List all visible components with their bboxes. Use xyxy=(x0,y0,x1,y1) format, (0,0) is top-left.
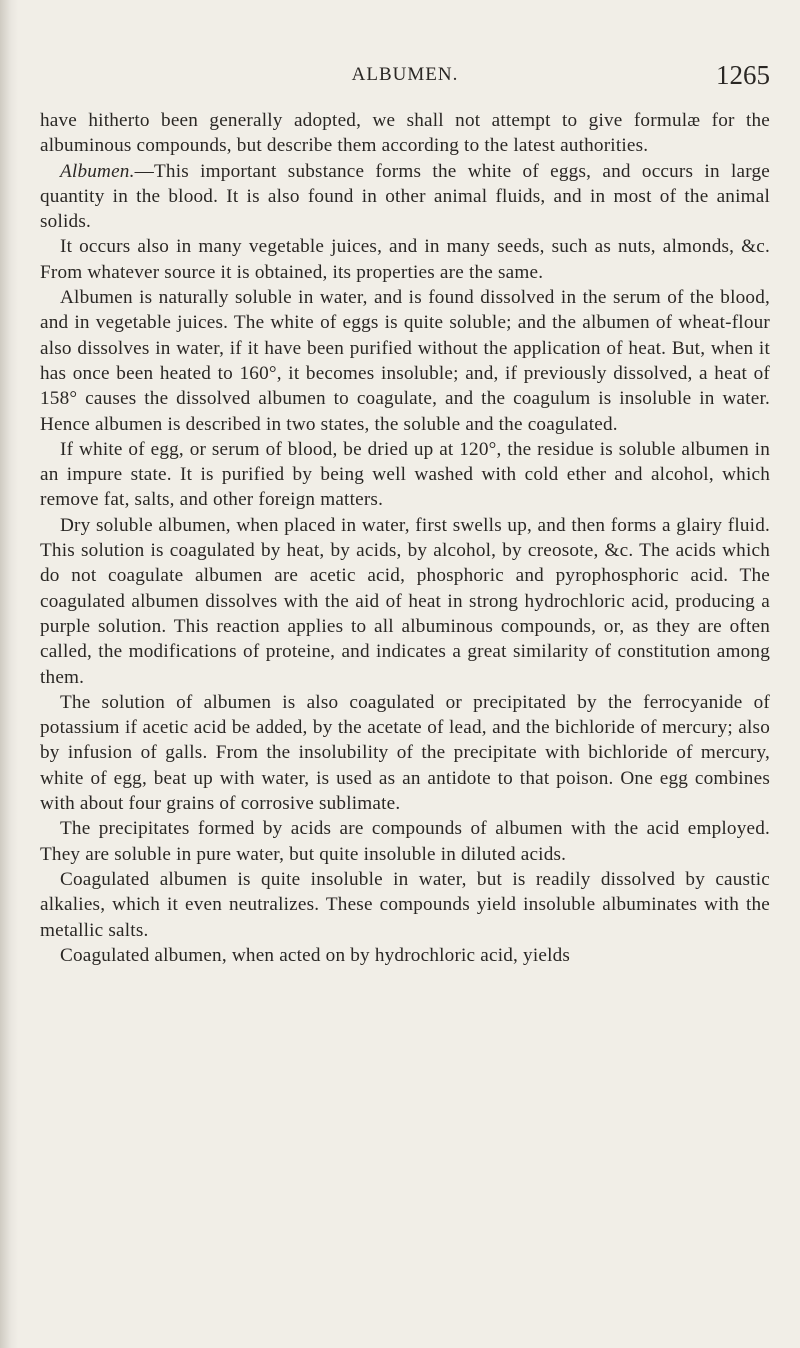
paragraph xyxy=(40,234,770,285)
page-number: 1265 xyxy=(716,60,770,90)
paragraph-text: Albumen is naturally soluble in water, and is found dissolved in the serum of the blood, and in vegetable juices. The white of eggs is quite soluble; and the albumen of wheat-flour also dissolves in water, if it have been purified without the application of heat. But, when it has once been heated to 160°, it becomes insoluble; and, if previously dissolved, a heat of 158° causes the dissolved albumen to coagulate, and the coagulum is insoluble in water. Hence albumen is described in two states, the soluble and the coagulated. xyxy=(40,287,770,435)
paragraph-text: —This important substance forms the white of eggs, and occurs in large quantity in the blood. It is also found in other animal fluids, and in most of the animal solids. xyxy=(40,160,770,233)
paragraph-text: Coagulated albumen is quite insoluble in water, but is readily dissolved by caustic alkalies, which it even neutralizes. These compounds yield insoluble albuminates with the metallic salts. xyxy=(40,868,770,941)
paragraph xyxy=(40,285,770,437)
paragraph xyxy=(40,513,770,690)
paragraph xyxy=(40,867,770,943)
body-text xyxy=(40,108,770,968)
paragraph xyxy=(40,816,770,867)
page-edge-shadow xyxy=(0,0,18,1348)
paragraph xyxy=(40,159,770,235)
paragraph-text: The solution of albumen is also coagulated or precipitated by the ferrocyanide of potassium if acetic acid be added, by the acetate of lead, and the bichloride of mercury; also by infusion of galls. From the insolubility of the precipitate with bichloride of mercury, white of egg, beat up with water, is used as an antidote to that poison. One egg combines with about four grains of corrosive sublimate. xyxy=(40,691,770,815)
section-heading: Albumen. xyxy=(60,160,135,182)
paragraph xyxy=(40,943,770,968)
paragraph-text: Dry soluble albumen, when placed in water, first swells up, and then forms a glairy fluid. This solution is coagulated by heat, by acids, by alcohol, by creosote, &c. The acids which do not coagulate albumen are acetic acid, phosphoric and pyrophosphoric acid. The coagulated albumen dissolves with the aid of heat in strong hydrochloric acid, producing a purple solution. This reaction applies to all albuminous compounds, or, as they are often called, the modifications of proteine, and indicates a great similarity of constitution among them. xyxy=(40,514,770,688)
paragraph-text: It occurs also in many vegetable juices, and in many seeds, such as nuts, almonds, &c. From whatever source it is obtained, its properties are the same. xyxy=(40,236,770,283)
paragraph-text: Coagulated albumen, when acted on by hydrochloric acid, yields xyxy=(60,944,571,966)
paragraph xyxy=(40,437,770,513)
running-title: ALBUMEN. xyxy=(351,64,459,85)
paragraph-text: have hitherto been generally adopted, we shall not attempt to give formulæ for the albuminous compounds, but describe them according to the latest authorities. xyxy=(40,110,770,157)
page-header xyxy=(40,60,770,94)
paragraph xyxy=(40,108,770,159)
paragraph-text: If white of egg, or serum of blood, be dried up at 120°, the residue is soluble albumen in an impure state. It is purified by being well washed with cold ether and alcohol, which remove fat, salts, and other foreign matters. xyxy=(40,438,770,511)
paragraph xyxy=(40,690,770,816)
paragraph-text: The precipitates formed by acids are compounds of albumen with the acid employed. They are soluble in pure water, but quite insoluble in diluted acids. xyxy=(40,818,770,865)
